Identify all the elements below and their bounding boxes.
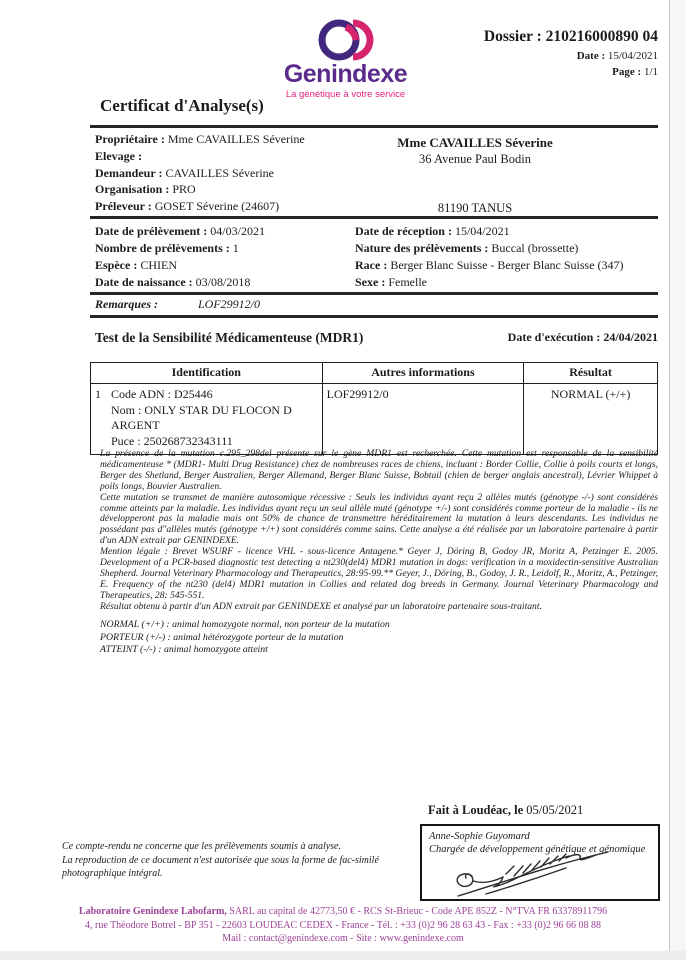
dossier-page: [484, 66, 658, 78]
sample-nature: Nature des prélèvements : Buccal (brossette): [355, 241, 579, 255]
execution-date: Date d'exécution : 24/04/2021: [507, 330, 658, 344]
signature-image: [446, 848, 636, 900]
table-header-row: [91, 363, 658, 384]
recipient-street: 36 Avenue Paul Bodin: [419, 152, 531, 166]
brand-tagline: La génétique à votre service: [285, 89, 406, 100]
owner-row-organisation: Organisation : PRO: [95, 182, 196, 197]
footer-line-1: Laboratoire Genindexe Labofarm, SARL au capital de 42773,50 € - RCS St-Brieuc - Code APE 852Z - N°TVA FR 63378911796: [78, 906, 608, 917]
made-at-line: Fait à Loudéac, le 05/05/2021: [428, 803, 584, 817]
signer-name: Anne-Sophie Guyomard: [429, 831, 530, 842]
dossier-label: Dossier :: [483, 28, 542, 45]
test-heading: [95, 330, 658, 346]
footer-line-3: Mail : contact@genindexe.com - Site : www.genindexe.com: [222, 933, 464, 944]
sample-date-prelevement: Date de prélèvement : 04/03/2021: [95, 224, 265, 238]
col-identification: Identification: [91, 363, 323, 384]
result-table: [90, 362, 658, 455]
dog-name: Nom : ONLY STAR DU FLOCON D ARGENT: [111, 402, 292, 432]
date-value: 15/04/2021: [607, 50, 658, 62]
dog-chip: Puce : 250268732343111: [111, 433, 233, 448]
legal-paragraphs: [100, 449, 658, 613]
dossier-value: 210216000890 04: [545, 28, 658, 45]
owner-row-demandeur: Demandeur : CAVAILLES Séverine: [95, 165, 275, 180]
sample-espece: Espèce : CHIEN: [95, 258, 177, 272]
owner-row-proprietaire: Propriétaire : Mme CAVAILLES Séverine: [95, 132, 305, 146]
sample-nombre: Nombre de prélèvements : 1: [95, 241, 239, 255]
legend-atteint: ATTEINT (-/-) : animal homozygote atteint: [100, 644, 268, 655]
divider: [90, 315, 658, 318]
remarks-label: Remarques :: [95, 297, 158, 311]
divider: [90, 125, 658, 128]
genotype-legend: [100, 619, 580, 657]
sample-naissance: Date de naissance : 03/08/2018: [95, 275, 251, 289]
page-value: 1/1: [643, 66, 658, 78]
col-autres-informations: Autres informations: [322, 363, 524, 384]
scan-edge-bottom: [0, 951, 686, 960]
recipient-city: 81190 TANUS: [437, 201, 513, 215]
sample-right-column: [355, 223, 655, 291]
legend-porteur: PORTEUR (+/-) : animal hétérozygote porteur de la mutation: [100, 631, 344, 643]
dossier-block: [484, 28, 658, 78]
sample-left-column: [95, 223, 345, 291]
scan-edge-right: [669, 0, 686, 960]
sample-date-reception: Date de réception : 15/04/2021: [355, 224, 510, 238]
remarks-row: [95, 297, 260, 312]
sample-race: Race : Berger Blanc Suisse - Berger Blanc Suisse (347): [355, 258, 624, 272]
owner-section: [95, 131, 655, 215]
footer-line-2: 4, rue Théodore Botrel - BP 351 - 22603 LOUDEAC CEDEX - France - Tél. : +33 (0)2 96 28 63 43 - Fax : +33 (0)2 96 66 08 88: [84, 919, 602, 931]
table-row: [91, 384, 658, 455]
genindexe-rings-icon: [313, 16, 379, 64]
sample-sexe: Sexe : Femelle: [355, 275, 427, 289]
divider: [90, 216, 658, 219]
recipient-address: [350, 134, 600, 217]
disclaimer-note: [62, 840, 394, 881]
paragraph-transmission: Cette mutation se transmet de manière autosomique récessive : Seuls les individus ayant reçu 2 allèles mutés (génotype -/-) sont considérés comme atteints par la maladie. Les individus ayant reçu un seul allèle muté (génotype +/-) sont considérés comme porteur de la maladie - ils ne développeront pas la maladie mais ont 50% de chance de transmettre héréditairement la mutation à leurs descendants. Les individus ne possédant pas d''allèles mutés (génotype +/+) sont considérés comme sains. Cette analyse a été réalisée par un laboratoire partenaire à partir d'un ADN extrait par GENINDEXE.: [100, 491, 658, 547]
dossier-number: [484, 28, 658, 46]
row-number: 1: [95, 387, 101, 401]
cell-resultat: NORMAL (+/+): [524, 384, 658, 455]
remarks-value: LOF29912/0: [198, 297, 261, 311]
paragraph-mutation: La présence de la mutation c.295_298del présente sur le gène MDR1 est recherchée. Cette mutation est responsable de la sensibilité médicamenteuse * (MDR1- Multi Drug Resistance) chez de nombreuses races de chiens, incluant : Border Collie, Collie à poils courts et longs, Berger des Shetland, Berger Australien, Berger Allemand, Berger Blanc Suisse, Bobtail (chien de berger anglais ancestral), Lévrier Whippet à poils longs, Bouvier Australien.: [100, 448, 658, 492]
note-line-1: Ce compte-rendu ne concerne que les prélèvements soumis à analyse.: [62, 841, 341, 852]
test-title: Test de la Sensibilité Médicamenteuse (MDR1): [95, 330, 364, 345]
dossier-date: [484, 50, 658, 62]
note-line-2: La reproduction de ce document n'est autorisée que sous la forme de fac-similé photographique intégral.: [62, 854, 379, 879]
owner-row-preleveur: Préleveur : GOSET Séverine (24607): [95, 199, 280, 214]
brand-name: Genindexe: [283, 60, 408, 88]
recipient-name: Mme CAVAILLES Séverine: [397, 135, 553, 150]
legend-normal: NORMAL (+/+) : animal homozygote normal, non porteur de la mutation: [100, 619, 390, 630]
dog-code-adn: Code ADN : D25446: [111, 387, 213, 401]
lab-footer: [20, 905, 666, 946]
paragraph-mention-legale: Mention légale : Brevet WSURF - licence VHL - sous-licence Antagene.* Geyer J, Döring B, Godoy JR, Moritz A, Petzinger E. 2005. Development of a PCR-based diagnostic test detecting a nt230(del4) MDR1 mutation in dogs: verification in a moxidectin-sensitive Australian Shepherd. Journal Veterinary Pharmacology and Therapeutics, 28:95-99.** Geyer, J., Döring, B., Godoy, J. R., Leidolf, R., Moritz, A., Petzinger, E. Frequency of the nt230 (del4) MDR1 mutation in Collies and related dog breeds in Germany. Journal Veterinary Pharmacology and Therapeutics, 28: 545-551.: [100, 546, 658, 601]
genindexe-logo: [283, 16, 408, 100]
signature-box: [420, 824, 660, 901]
col-resultat: Résultat: [524, 363, 658, 384]
divider: [90, 292, 658, 295]
page-label: Page :: [612, 66, 642, 78]
owner-row-elevage: Elevage :: [95, 148, 142, 163]
cell-identification: [91, 384, 323, 455]
paragraph-resultat: Résultat obtenu à partir d'un ADN extrait par GENINDEXE et analysé par un laboratoire partenaire sous-traitant.: [100, 600, 542, 612]
cell-autres-informations: LOF29912/0: [322, 384, 524, 455]
date-label: Date :: [576, 50, 606, 62]
signer-role: Chargée de développement génétique et génomique: [429, 844, 646, 855]
page-title: Certificat d'Analyse(s): [100, 96, 264, 115]
